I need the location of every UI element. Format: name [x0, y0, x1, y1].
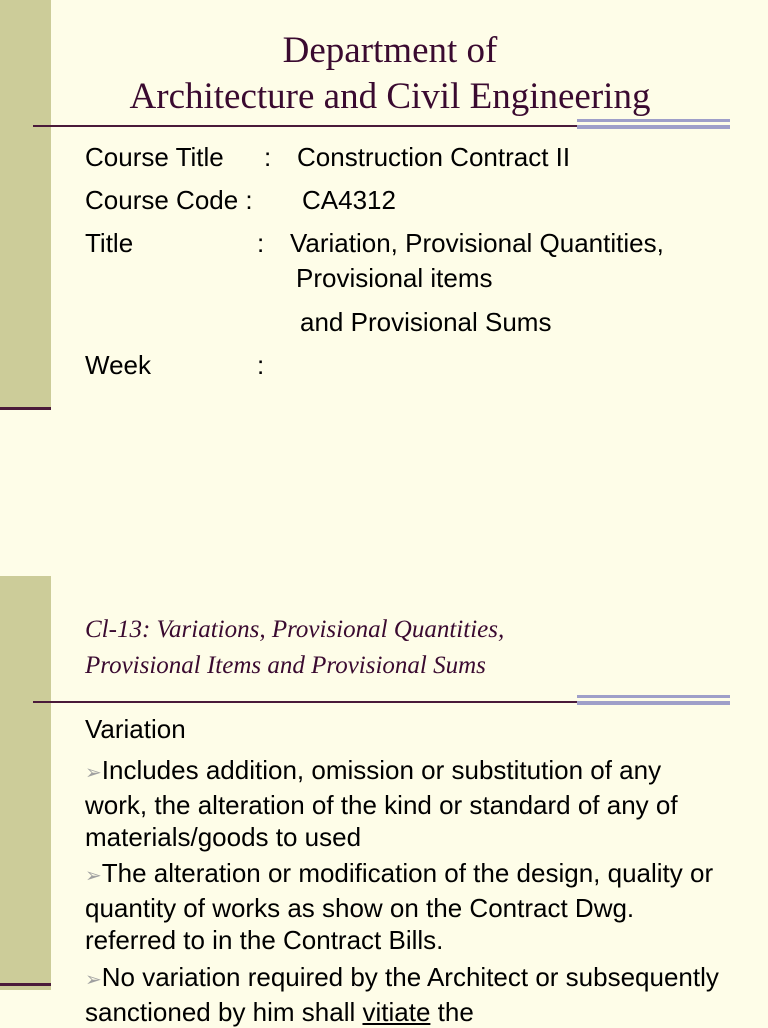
course-code-label: Course Code :	[85, 185, 253, 215]
section-title	[85, 612, 725, 684]
bullet-text-2: The alteration or modification of the design, quality or quantity of works as show on the Contract Dwg. referred to in the Contract Bills.	[85, 858, 714, 955]
arrow-bullet-icon: ➢	[85, 865, 102, 887]
section-rule-accent	[577, 695, 730, 707]
section-title-line2: Provisional Items and Provisional Sums	[85, 652, 486, 679]
week-colon: :	[257, 350, 265, 380]
bullet-item-3	[85, 961, 725, 1028]
bullet-item-1	[85, 754, 725, 853]
side-band	[0, 576, 51, 990]
department-title	[52, 28, 728, 120]
week-label: Week	[85, 350, 151, 380]
side-band	[0, 0, 51, 410]
topic-title-label: Title	[85, 228, 134, 258]
topic-title-value-line1: Variation, Provisional Quantities,	[290, 228, 664, 258]
topic-title-value-line3: and Provisional Sums	[300, 307, 552, 337]
section-title-line1: Cl-13: Variations, Provisional Quantities,	[85, 616, 505, 643]
course-title-label: Course Title	[85, 142, 224, 172]
variation-heading: Variation	[85, 714, 186, 744]
department-title-line2: Architecture and Civil Engineering	[129, 76, 651, 117]
arrow-bullet-icon: ➢	[85, 762, 102, 784]
topic-title-colon: :	[257, 228, 265, 258]
side-tick	[0, 983, 51, 986]
course-title-value: Construction Contract II	[297, 142, 571, 172]
side-tick	[0, 407, 51, 410]
slide-variations	[0, 576, 768, 1027]
course-title-colon: :	[264, 142, 272, 172]
department-title-line1: Department of	[282, 30, 498, 71]
course-code-value: CA4312	[302, 185, 396, 215]
arrow-bullet-icon: ➢	[85, 969, 102, 991]
topic-title-value-line2: Provisional items	[296, 263, 493, 293]
bullet-text-3a: No variation required by the Architect or subsequently sanctioned by him shall	[85, 962, 719, 1027]
bullet-text-1: Includes addition, omission or substitution of any work, the alteration of the kind or standard of any of materials/goods to used	[85, 755, 678, 852]
title-rule-accent	[577, 119, 730, 131]
bullet-text-3b: the	[430, 997, 474, 1027]
bullet-text-3-underlined: vitiate	[362, 997, 431, 1027]
bullet-item-2	[85, 857, 725, 956]
